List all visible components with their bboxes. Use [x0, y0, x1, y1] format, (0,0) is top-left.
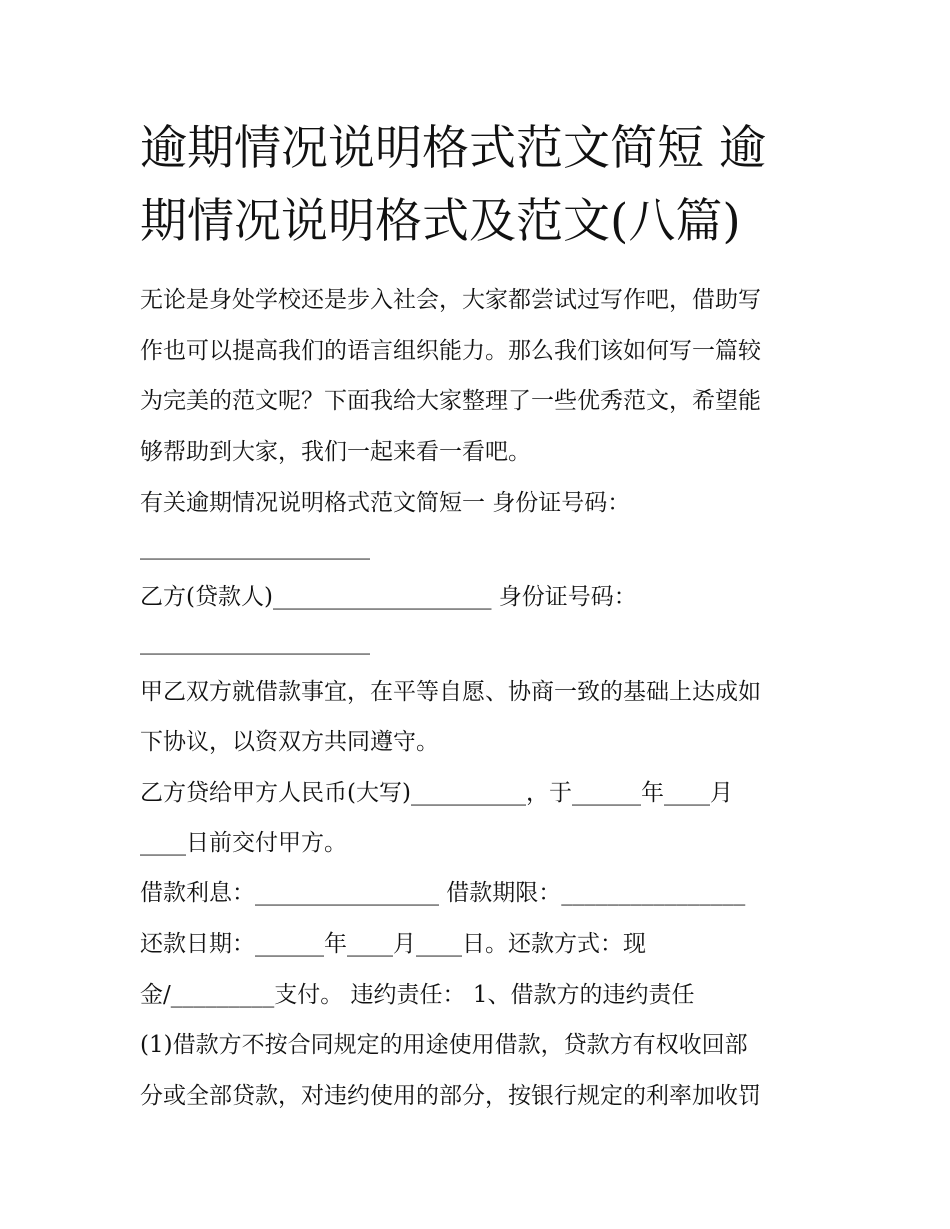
blank-line: ____________________: [140, 629, 370, 655]
body-line: 还款日期：______年____月____日。还款方式：现: [140, 931, 646, 957]
body-line: ____日前交付甲方。: [140, 830, 347, 856]
body-line: 够帮助到大家，我们一起来看一看吧。: [140, 439, 531, 465]
body-line: 下协议，以资双方共同遵守。: [140, 729, 439, 755]
body-line: 为完美的范文呢？下面我给大家整理了一些优秀范文，希望能: [140, 388, 761, 414]
body-line: (1)借款方不按合同规定的用途使用借款，贷款方有权收回部: [140, 1032, 748, 1058]
body-line: 作也可以提高我们的语言组织能力。那么我们该如何写一篇较: [140, 338, 761, 364]
title-line: 逾期情况说明格式范文简短 逾: [140, 121, 766, 176]
blank-line: ____________________: [140, 534, 370, 560]
body-line: 乙方贷给甲方人民币(大写)__________，于______年____月: [140, 780, 733, 806]
body-line: 借款利息：________________ 借款期限：________________: [140, 880, 746, 906]
body-line: 甲乙双方就借款事宜，在平等自愿、协商一致的基础上达成如: [140, 679, 761, 705]
body-line: 分或全部贷款，对违约使用的部分，按银行规定的利率加收罚: [140, 1083, 761, 1109]
body-line: 金/_________支付。 违约责任： 1、借款方的违约责任: [140, 982, 695, 1008]
title-line: 期情况说明格式及范文(八篇): [140, 194, 741, 249]
body-line: 有关逾期情况说明格式范文简短一 身份证号码：: [140, 490, 631, 516]
body-line: 乙方(贷款人)___________________ 身份证号码：: [140, 584, 637, 610]
document-title: [140, 112, 820, 258]
body-line: 无论是身处学校还是步入社会，大家都尝试过写作吧，借助写: [140, 287, 761, 313]
